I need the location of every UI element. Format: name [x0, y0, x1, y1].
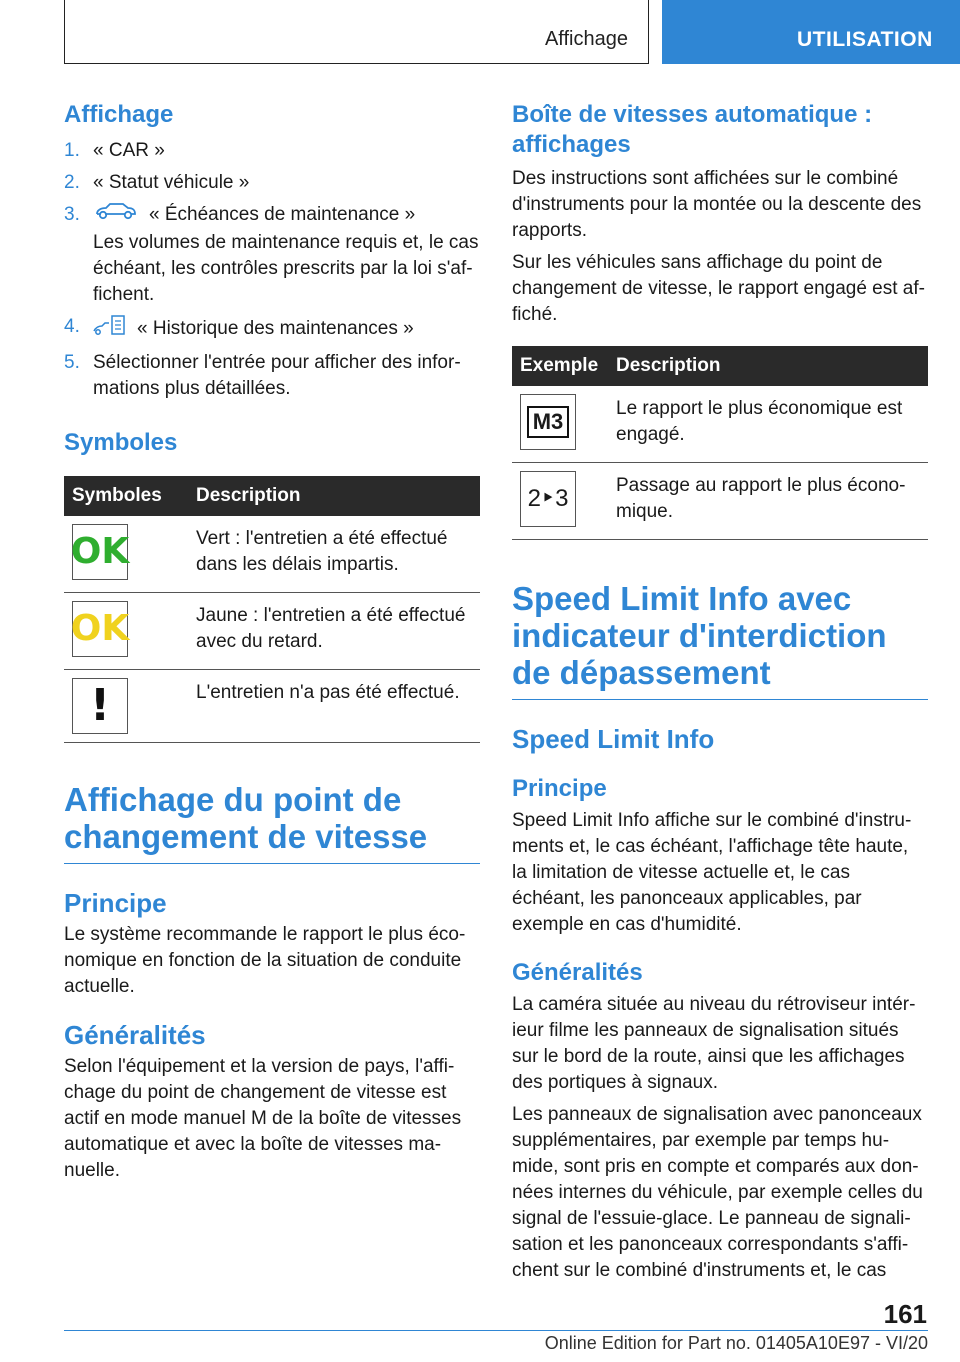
list-note: Les volumes de maintenance requis et, le cas échéant, les contrôles prescrits par la loi s'affichent. — [93, 232, 479, 306]
gear-label: M3 — [527, 406, 570, 438]
symbol-cell — [64, 670, 188, 743]
list-number: 5. — [64, 352, 80, 374]
list-item — [64, 314, 480, 344]
list-number: 3. — [64, 204, 80, 225]
car-icon — [95, 202, 137, 228]
table-header: Description — [608, 346, 928, 386]
list-number: 1. — [64, 140, 80, 161]
example-description: Passage au rapport le plus économique. — [608, 463, 928, 540]
speed-limit-info-heading: Speed Limit Info — [512, 724, 715, 754]
shift-point-heading: Affichage du point de changement de vitesse — [64, 781, 480, 864]
symbol-cell — [64, 593, 188, 670]
speed-limit-heading: Speed Limit Info avec indicateur d'interdiction de dépassement — [512, 580, 928, 700]
example-cell — [512, 386, 608, 463]
symbol-cell — [64, 516, 188, 593]
list-text: « Statut véhicule » — [93, 172, 250, 193]
footer-divider — [64, 1330, 928, 1331]
principe-text: Le système recommande le rapport le plus économique en fonction de la situation de conduite actuelle. — [64, 924, 466, 998]
generalites-text: Selon l'équipement et la version de pays, l'affichage du point de changement de vitesse est actif en mode manuel M de la boîte de vitesses automatique et avec la boîte de vitesses manuelle. — [64, 1056, 462, 1182]
example-cell — [512, 463, 608, 540]
ok-green-icon: OK — [72, 524, 128, 580]
list-content — [93, 202, 480, 228]
affichage-heading: Affichage — [64, 101, 174, 128]
list-text: « CAR » — [93, 140, 165, 161]
auto-gearbox-text-2: Sur les véhicules sans affichage du point de changement de vitesse, le rapport engagé est affiché. — [512, 252, 925, 325]
section-title: Affichage — [544, 28, 628, 50]
symbol-description: Vert : l'entretien a été effectué dans les délais impartis. — [188, 516, 480, 593]
generalites-text: La caméra située au niveau du rétroviseur intérieur filme les panneaux de signalisation situés sur le bord de la route, ainsi que les affichages des portiques à signaux. — [512, 994, 916, 1093]
list-item — [64, 350, 480, 402]
generalites-heading: Généralités — [512, 959, 643, 986]
symboles-heading: Symboles — [64, 429, 178, 457]
header-section-box — [64, 0, 649, 64]
auto-gearbox-heading: Boîte de vitesses automatique : affichages — [512, 101, 873, 158]
list-item — [64, 170, 480, 196]
list-content — [93, 314, 480, 344]
gear-m3-icon — [520, 394, 576, 450]
principe-text: Speed Limit Info affiche sur le combiné d'instruments et, le cas échéant, l'affichage tête haute, la limitation de vitesse actuelle et, le cas échéant, les panonceaux applicables, par exemple en cas d'humidité. — [512, 810, 912, 935]
generalites-heading: Généralités — [64, 1020, 206, 1051]
exclamation-icon: ! — [72, 678, 128, 734]
page-number: 161 — [883, 1299, 927, 1329]
right-column — [512, 100, 928, 1284]
table-row — [512, 463, 928, 540]
gear-example-table — [512, 346, 928, 540]
principe-heading: Principe — [64, 888, 167, 919]
left-column — [64, 100, 480, 1184]
principe-heading: Principe — [512, 775, 607, 802]
affichage-list — [64, 138, 480, 402]
symbol-description: L'entretien n'a pas été effectué. — [188, 670, 480, 743]
list-number: 4. — [64, 316, 80, 338]
service-history-icon — [93, 314, 127, 344]
example-description: Le rapport le plus économique est engagé. — [608, 386, 928, 463]
list-text: Sélectionner l'entrée pour afficher des informations plus détaillées. — [93, 352, 461, 400]
table-header: Description — [188, 476, 480, 516]
table-header: Symboles — [64, 476, 188, 516]
list-note-row — [64, 230, 480, 308]
symboles-table — [64, 476, 480, 743]
ok-yellow-icon: OK — [72, 601, 128, 657]
table-row — [64, 593, 480, 670]
list-item — [64, 202, 480, 228]
table-row — [64, 670, 480, 743]
generalites-text-2: Les panneaux de signalisation avec panonceaux supplémentaires, par exemple par temps humide, sont pris en compte et comparés aux données internes du véhicule, par exemple celles du signal de l'essuie-glace. Le panneau de signalisation et les panonceaux correspondants s'affichent sur le combiné d'instruments et, le cas — [512, 1104, 923, 1281]
table-row — [512, 386, 928, 463]
table-row — [64, 516, 480, 593]
edition-footer: Online Edition for Part no. 01405A10E97 - VI/20 — [544, 1333, 928, 1353]
chapter-tab[interactable]: UTILISATION — [662, 0, 960, 64]
list-item — [64, 138, 480, 164]
symbol-description: Jaune : l'entretien a été effectué avec du retard. — [188, 593, 480, 670]
list-number: 2. — [64, 172, 80, 193]
table-header: Exemple — [512, 346, 608, 386]
auto-gearbox-text: Des instructions sont affichées sur le combiné d'instruments pour la montée ou la descente des rapports. — [512, 168, 922, 241]
list-text: « Échéances de maintenance » — [149, 204, 416, 226]
upshift-2-3-icon: 2‣3 — [520, 471, 576, 527]
list-text: « Historique des maintenances » — [137, 318, 414, 340]
